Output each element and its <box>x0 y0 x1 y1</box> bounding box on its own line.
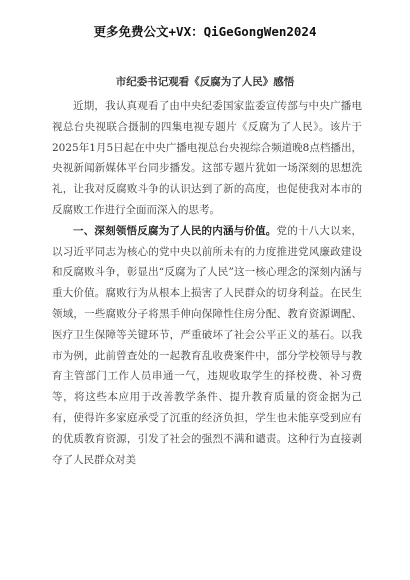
section-1-body: 党的十八大以来，以习近平同志为核心的党中央以前所未有的力度推进党风廉政建设和反腐败斗争，彰显出“反腐为了人民”这一核心理念的深刻内涵与重大价值。腐败行为从根本上损害了人民群众的切身利益。在民生领域，一些腐败分子将黑手伸向保障性住房分配、教育资源调配、医疗卫生保障等关键环节，严重破坏了社会公平正义的基石。以我市为例，此前曾查处的一起教育乱收费案件中，部分学校领导与教育主管部门工作人员串通一气，违规收取学生的择校费、补习费等，将这些本应用于改善教学条件、提升教育质量的资金据为己有，使得许多家庭承受了沉重的经济负担，学生也未能享受到应有的优质教育资源，引发了社会的强烈不满和谴责。这种行为直接剥夺了人民群众对美 <box>52 224 363 466</box>
document-title: 市纪委书记观看《反腐为了人民》感悟 <box>115 76 295 88</box>
watermark-banner: 更多免费公文+VX：QiGeGongWen2024 <box>93 24 317 39</box>
document-body <box>52 96 362 470</box>
section-heading-1: 一、深刻领悟反腐为了人民的内涵与价值。 <box>73 224 277 237</box>
paragraph-intro: 近期，我认真观看了由中央纪委国家监委宣传部与中央广播电视总台央视联合摄制的四集电视专题片《反腐为了人民》。该片于2025年1月5日起在中央广播电视总台央视综合频道晚8点档播出，央视新闻新媒体平台同步播发。这部专题片犹如一场深刻的思想洗礼，让我对反腐败斗争的认识达到了新的高度，也促使我对本市的反腐败工作进行全面而深入的思考。 <box>52 100 362 216</box>
paragraph-section-1 <box>52 221 362 471</box>
